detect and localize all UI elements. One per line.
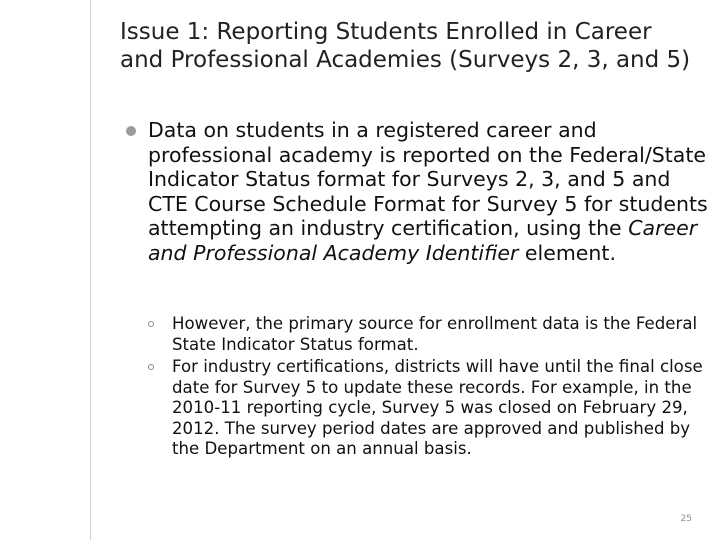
main-bullet (126, 118, 716, 265)
sub-bullet-item (148, 314, 708, 355)
main-bullet-emphasis: Career and Professional Academy Identifier (148, 216, 698, 265)
sub-bullet-item (148, 357, 708, 460)
hollow-bullet-icon (148, 321, 154, 327)
bullet-dot-icon (126, 126, 136, 136)
sub-bullet-text: However, the primary source for enrollment data is the Federal State Indicator Status format. (172, 314, 698, 354)
left-divider-line (90, 0, 91, 540)
main-bullet-text-start: Data on students in a registered career and professional academy is reported on the Federal/State Indicator Status format for Surveys 2, 3, and 5 and CTE Course Schedule Format for Survey 5 for students attempting an industry certification, using the (148, 118, 708, 240)
sub-bullet-text: For industry certifications, districts will have until the final close date for Survey 5 to update these records. For example, in the 2010-11 reporting cycle, Survey 5 was closed on February 29, 2012. The survey period dates are approved and published by the Department on an annual basis. (172, 357, 703, 458)
page-number: 25 (680, 514, 692, 524)
main-bullet-text-end: element. (518, 240, 616, 265)
slide-title: Issue 1: Reporting Students Enrolled in Career and Professional Academies (Surveys 2, 3, and 5) (120, 19, 691, 73)
sub-bullet-list (148, 314, 708, 462)
main-bullet-text (148, 118, 716, 265)
hollow-bullet-icon (148, 364, 154, 370)
